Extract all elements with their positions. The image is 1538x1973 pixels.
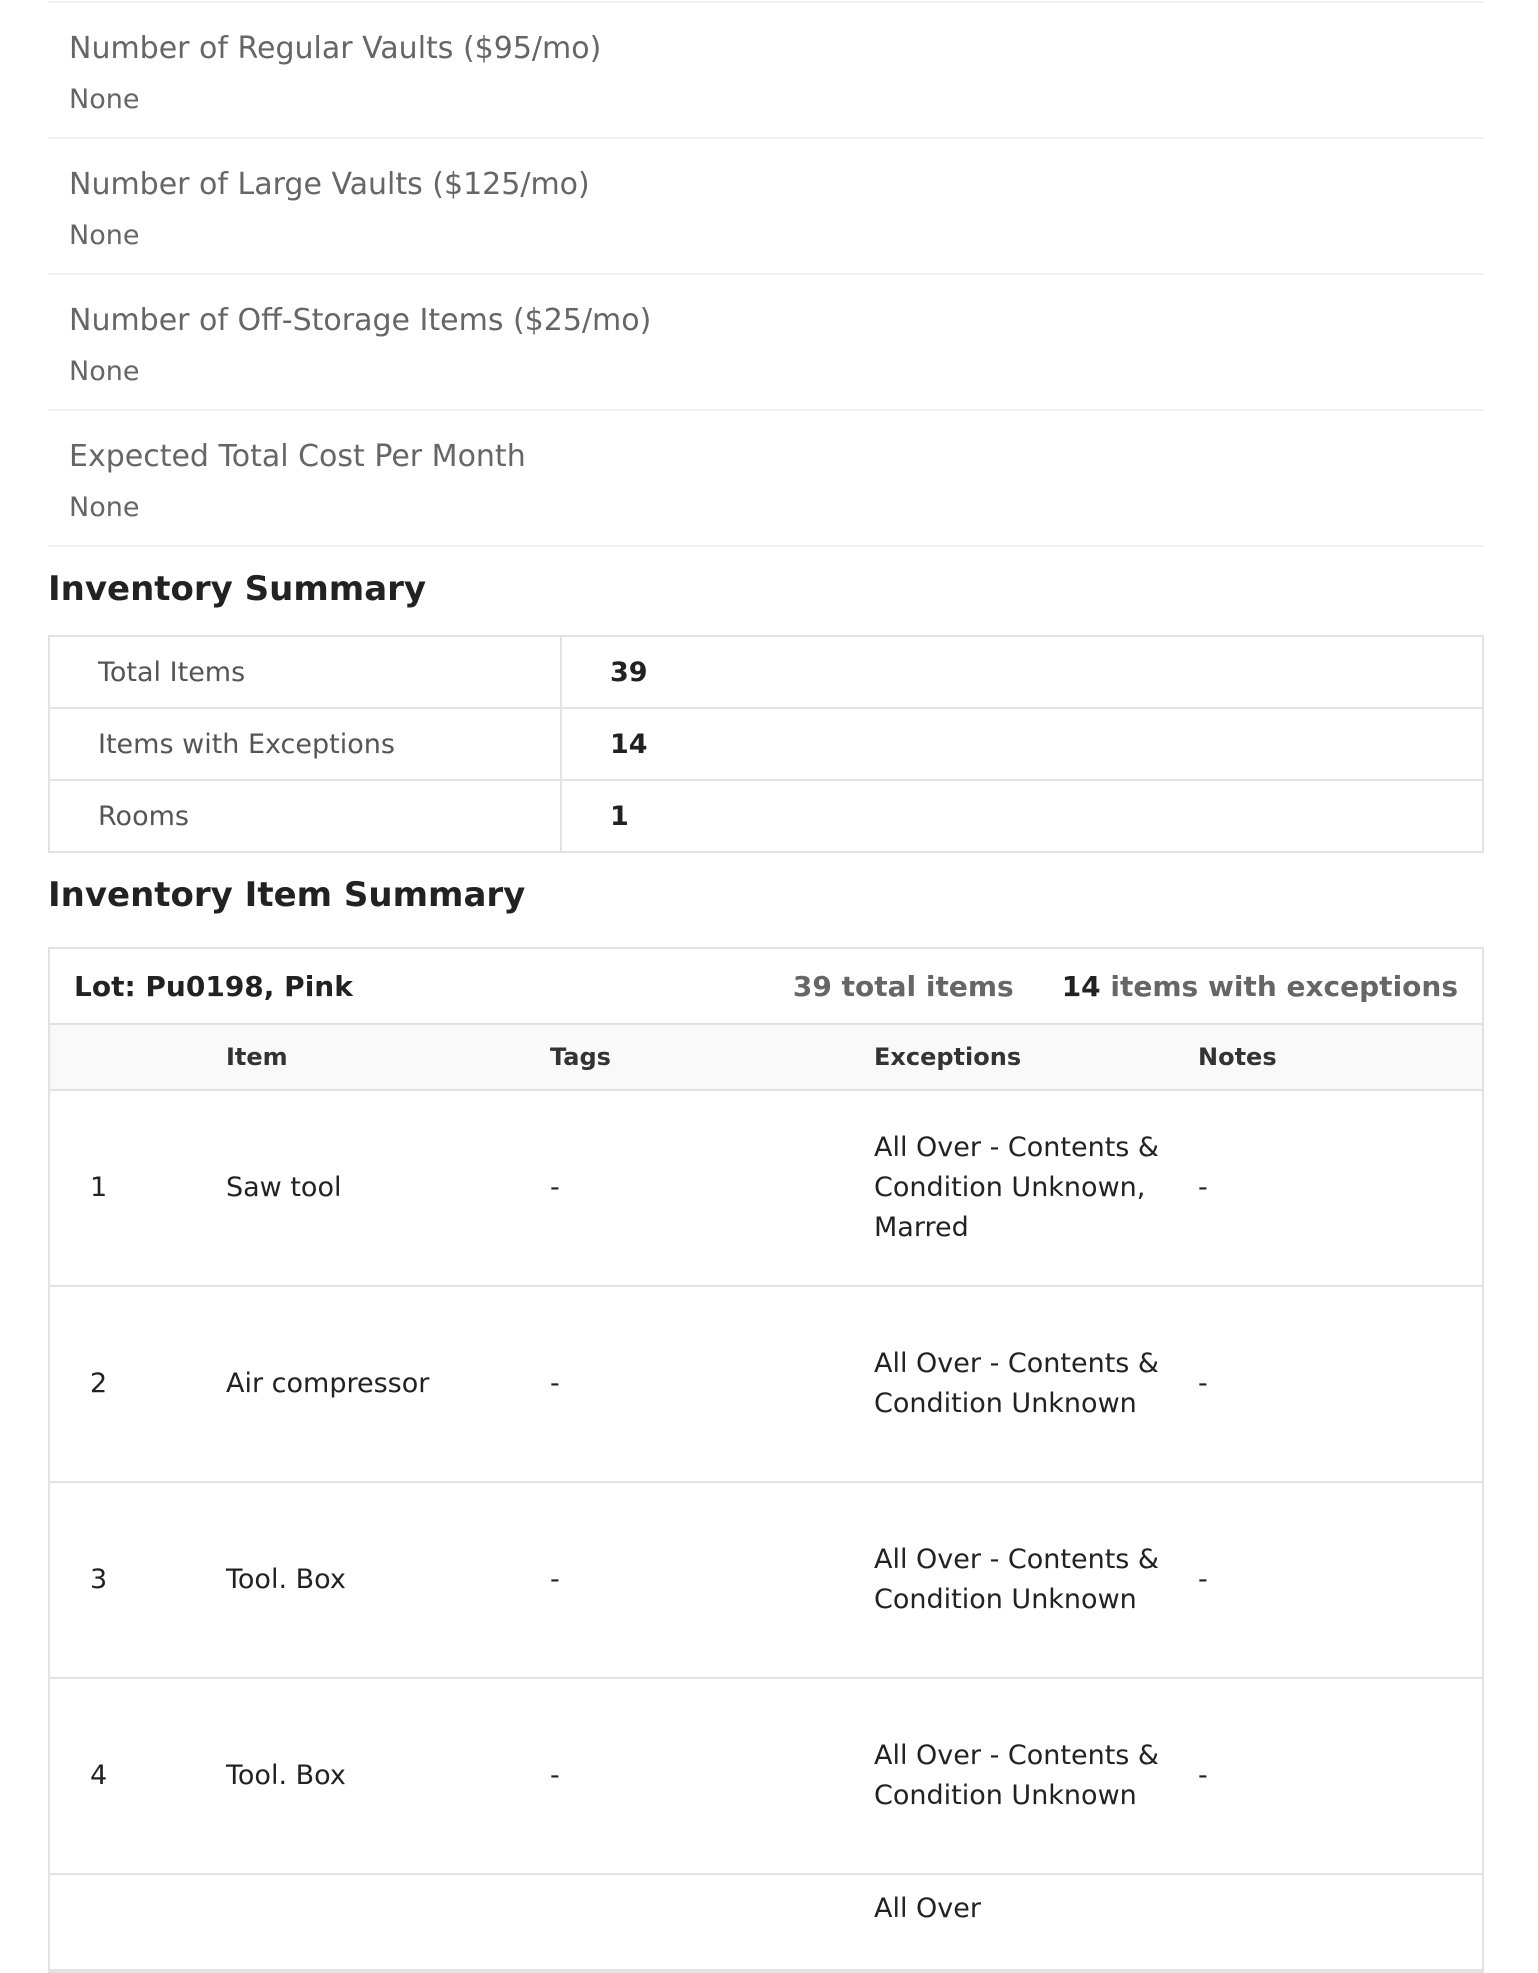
table-row [50,1090,1482,1286]
inventory-item-summary-title: Inventory Item Summary [48,875,526,915]
page-content [48,0,1484,1973]
row-notes: - [1198,1482,1482,1678]
column-header-exceptions: Exceptions [874,1025,1198,1090]
row-number: 1 [50,1090,226,1286]
column-header-number [50,1025,226,1090]
summary-label: Total Items [49,636,561,708]
field-label: Number of Off-Storage Items ($25/mo) [69,303,652,338]
row-number: 3 [50,1482,226,1678]
field-large-vaults [48,139,1484,275]
row-item: Air compressor [226,1286,550,1482]
exceptions-suffix: items with exceptions [1100,969,1458,1003]
row-number: 2 [50,1286,226,1482]
field-off-storage-items [48,275,1484,411]
summary-label: Items with Exceptions [49,708,561,780]
row-notes: - [1198,1286,1482,1482]
summary-value: 1 [561,780,1483,852]
row-exceptions: All Over - Contents & Condition Unknown [874,1678,1198,1874]
row-notes [1198,1874,1482,1970]
row-notes: - [1198,1090,1482,1286]
exceptions-count: 14 [1061,969,1101,1003]
total-items-count: 39 total items [792,969,1014,1003]
column-header-notes: Notes [1198,1025,1482,1090]
inventory-summary-title: Inventory Summary [48,569,427,609]
summary-label: Rooms [49,780,561,852]
inventory-items-panel [48,947,1484,1973]
row-tags [550,1874,874,1970]
row-exceptions: All Over - Contents & Condition Unknown, Marred [874,1090,1198,1286]
row-tags: - [550,1678,874,1874]
lot-stats [793,970,1458,1003]
table-row [50,1482,1482,1678]
row-exceptions: All Over - Contents & Condition Unknown [874,1482,1198,1678]
field-value: None [69,356,140,387]
field-value: None [69,220,140,251]
table-row [50,1678,1482,1874]
field-value: None [69,84,140,115]
summary-row-items-with-exceptions [49,708,1483,780]
field-label: Number of Regular Vaults ($95/mo) [69,31,602,66]
column-header-tags: Tags [550,1025,874,1090]
row-exceptions: All Over [874,1874,1198,1970]
row-tags: - [550,1286,874,1482]
column-header-item: Item [226,1025,550,1090]
table-header-row [50,1025,1482,1090]
row-item: Saw tool [226,1090,550,1286]
row-tags: - [550,1482,874,1678]
summary-row-rooms [49,780,1483,852]
summary-value: 39 [561,636,1483,708]
row-number: 4 [50,1678,226,1874]
table-row [50,1286,1482,1482]
field-regular-vaults [48,3,1484,139]
row-exceptions: All Over - Contents & Condition Unknown [874,1286,1198,1482]
row-notes: - [1198,1678,1482,1874]
field-expected-total-cost [48,411,1484,547]
field-value: None [69,492,140,523]
row-number [50,1874,226,1970]
summary-value: 14 [561,708,1483,780]
table-row-partial [50,1874,1482,1970]
row-item: Tool. Box [226,1482,550,1678]
field-label: Number of Large Vaults ($125/mo) [69,167,590,202]
inventory-items-table [50,1025,1482,1971]
summary-row-total-items [49,636,1483,708]
lot-header [50,949,1482,1025]
row-tags: - [550,1090,874,1286]
row-item: Tool. Box [226,1678,550,1874]
row-item [226,1874,550,1970]
inventory-summary-table [48,635,1484,853]
field-label: Expected Total Cost Per Month [69,439,526,474]
lot-name: Lot: Pu0198, Pink [74,969,353,1003]
